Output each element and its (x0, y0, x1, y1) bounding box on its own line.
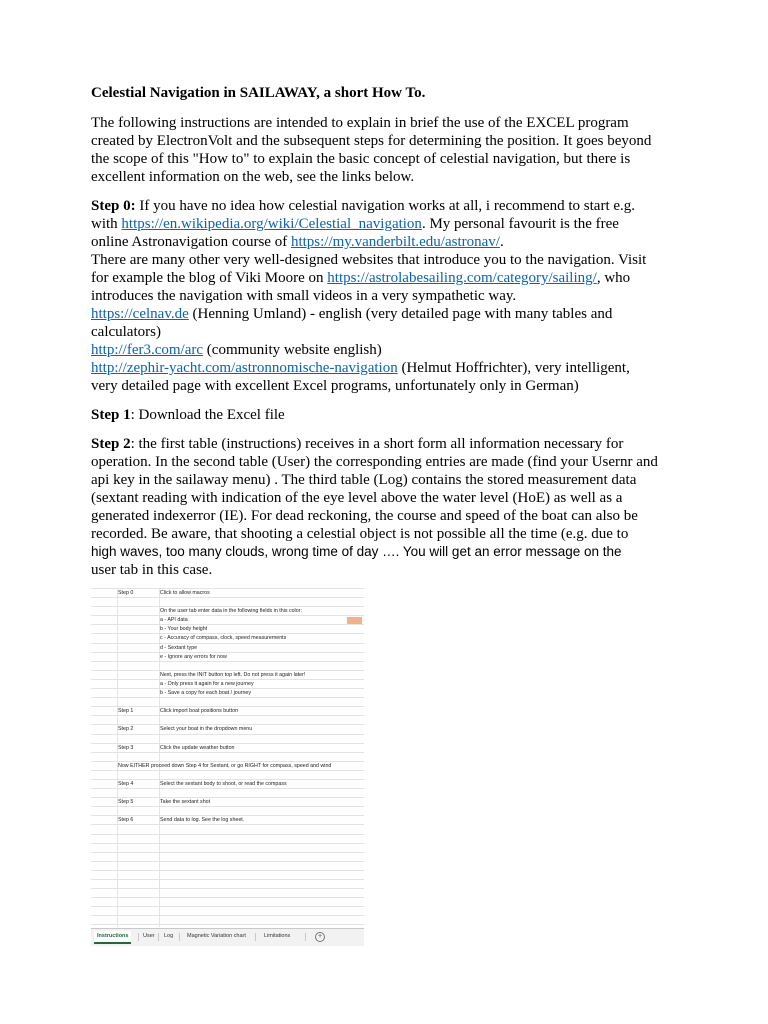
add-sheet-icon[interactable]: + (315, 932, 325, 942)
sheet-tab-bar (91, 928, 364, 946)
step2-text: operation. In the second table (User) the corresponding entries are made (find your Usernr and (91, 454, 658, 470)
sheet-row (91, 825, 364, 834)
sheet-cell-instruction: e - Ignore any errors for now (160, 653, 227, 660)
sheet-cell-instruction: d - Sextant type (160, 644, 198, 651)
sheet-row (91, 835, 364, 844)
wikipedia-link[interactable]: https://en.wikipedia.org/wiki/Celestial_navigation (121, 216, 422, 232)
step0-text: very detailed page with excellent Excel programs, unfortunately only in German) (91, 378, 579, 394)
sheet-cell-instruction: a - API data (160, 617, 188, 624)
sheet-cell-step: Step 5 (118, 799, 134, 806)
step1-label: Step 1 (91, 407, 131, 423)
sheet-row (91, 725, 364, 734)
step1-text: : Download the Excel file (130, 407, 285, 423)
sheet-row (91, 644, 364, 653)
tab-separator (179, 933, 180, 941)
tab-separator (138, 933, 139, 941)
step2-text: : the first table (instructions) receives in a short form all information necessary for (130, 436, 624, 452)
step0-text: (community website english) (203, 342, 382, 358)
sheet-row (91, 762, 364, 771)
intro-paragraph (91, 114, 691, 186)
sheet-row (91, 771, 364, 780)
step0-text: There are many other very well-designed websites that introduce you to the navigation. Visit (91, 252, 647, 268)
sheet-row (91, 698, 364, 707)
step2-text: api key in the sailaway menu) . The third table (Log) contains the stored measurement data (91, 472, 637, 488)
tab-limitations[interactable]: Limitations (264, 933, 291, 939)
sheet-row (91, 589, 364, 598)
sheet-cell-instruction: On the user tab enter data in the following fields in this color: (160, 608, 302, 615)
sheet-row (91, 853, 364, 862)
sheet-row (91, 907, 364, 916)
sheet-row (91, 598, 364, 607)
tab-separator (255, 933, 256, 941)
sheet-cell-instruction: Click the update weather button (160, 744, 235, 751)
sheet-row (91, 625, 364, 634)
step0-text: . (499, 234, 504, 250)
sheet-row (91, 662, 364, 671)
sheet-row (91, 744, 364, 753)
step0-text: If you have no idea how celestial navigation works at all, i recommend to start e.g. (135, 198, 636, 214)
document-body (91, 84, 691, 590)
step2-text: generated indexerror (IE). For dead reckoning, the course and speed of the boat can also be (91, 508, 638, 524)
sheet-row (91, 671, 364, 680)
spreadsheet-rows (91, 589, 364, 925)
sheet-row (91, 653, 364, 662)
sheet-cell-instruction: Select the sextant body to shoot, or read the compass (160, 780, 287, 787)
tab-user[interactable]: User (143, 933, 155, 939)
step2-text: user tab in this case. (91, 562, 213, 578)
intro-line: the scope of this "How to" to explain the basic concept of celestial navigation, but there is (91, 151, 631, 167)
step0-label: Step 0: (91, 198, 136, 214)
sheet-cell-instruction: b - Your body height (160, 626, 208, 633)
sheet-row (91, 607, 364, 616)
sheet-row (91, 735, 364, 744)
step0-text: , who (596, 270, 631, 286)
sheet-row (91, 707, 364, 716)
intro-line: created by ElectronVolt and the subsequent steps for determining the position. It goes beyond (91, 133, 652, 149)
sheet-cell-instruction: Send data to log. See the log sheet. (160, 817, 245, 824)
spreadsheet-screenshot (91, 588, 364, 945)
celnav-link[interactable]: https://celnav.de (91, 306, 189, 322)
sheet-row (91, 798, 364, 807)
sheet-cell-step: Step 2 (118, 726, 134, 733)
step0-text: . My personal favourit is the free (421, 216, 619, 232)
step2-paragraph (91, 435, 691, 579)
sheet-row (91, 616, 364, 625)
sheet-row (91, 871, 364, 880)
tab-log[interactable]: Log (164, 933, 174, 939)
sheet-row (91, 880, 364, 889)
sheet-cell-instruction: Click to allow macros (160, 590, 210, 596)
sheet-cell-instruction: Next, press the INIT button top left. Do not press it again later! (160, 671, 306, 678)
sheet-cell-instruction: a - Only press it again for a new journey (160, 680, 254, 687)
sheet-row (91, 689, 364, 698)
step2-label: Step 2 (91, 436, 131, 452)
step0-text: calculators) (91, 324, 161, 340)
tab-magnetic-variation-chart[interactable]: Magnetic Variation chart (187, 933, 246, 939)
document-title: Celestial Navigation in SAILAWAY, a short How To. (91, 85, 426, 101)
sheet-cell-step: Step 4 (118, 780, 134, 787)
tab-instructions[interactable]: Instructions (94, 931, 131, 944)
sheet-cell-step: Step 3 (118, 744, 134, 751)
sheet-cell-instruction: Take the sextant shot (160, 799, 211, 806)
sheet-row (91, 753, 364, 762)
tab-separator (305, 933, 306, 941)
step0-text: with (91, 216, 122, 232)
step2-text: high waves, too many clouds, wrong time of day …. You will get an error message on the (91, 544, 622, 559)
sheet-row (91, 789, 364, 798)
sheet-cell-instruction: Select your boat in the dropdown menu (160, 726, 253, 733)
intro-line: The following instructions are intended to explain in brief the use of the EXCEL program (91, 115, 629, 131)
sheet-row (91, 889, 364, 898)
sheet-row (91, 916, 364, 925)
step1-paragraph (91, 406, 691, 424)
sheet-row (91, 844, 364, 853)
fer3-link[interactable]: http://fer3.com/arc (91, 342, 204, 358)
sheet-cell-step: Step 6 (118, 817, 134, 824)
step2-text: (sextant reading with indication of the eye level above the water level (HoE) as well as a (91, 490, 623, 506)
sheet-row (91, 898, 364, 907)
sheet-row (91, 816, 364, 825)
sheet-row (91, 634, 364, 643)
step0-text: for example the blog of Viki Moore on (91, 270, 328, 286)
sheet-cell-instruction: b - Save a copy for each boat / journey (160, 690, 251, 697)
step0-text: introduces the navigation with small videos in a very sympathetic way. (91, 288, 517, 304)
zephir-yacht-link[interactable]: http://zephir-yacht.com/astronnomische-navigation (91, 360, 398, 376)
step0-text: online Astronavigation course of (91, 234, 291, 250)
sheet-row (91, 780, 364, 789)
sheet-cell: Now EITHER proceed down Step 4 for Sextant, or go RIGHT for compass, speed and wind (118, 762, 332, 769)
sheet-row (91, 680, 364, 689)
step0-paragraph (91, 197, 691, 395)
sheet-cell-step: Step 1 (118, 708, 134, 715)
sheet-row (91, 716, 364, 725)
step0-text: (Henning Umland) - english (very detailed page with many tables and (188, 306, 613, 322)
sheet-cell-instruction: c - Accuracy of compass, clock, speed measurements (160, 635, 287, 642)
sheet-cell-step: Step 0 (118, 590, 134, 596)
step0-text: (Helmut Hoffrichter), very intelligent, (397, 360, 630, 376)
sheet-row (91, 807, 364, 816)
intro-line: excellent information on the web, see the links below. (91, 169, 415, 185)
sheet-cell-instruction: Click import boat positions button (160, 708, 239, 715)
step2-text: recorded. Be aware, that shooting a celestial object is not possible all the time (e.g. due to (91, 526, 629, 542)
vanderbilt-link[interactable]: https://my.vanderbilt.edu/astronav/ (290, 234, 500, 250)
tab-separator (158, 933, 159, 941)
sheet-row (91, 862, 364, 871)
astrolabesailing-link[interactable]: https://astrolabesailing.com/category/sailing/ (327, 270, 597, 286)
